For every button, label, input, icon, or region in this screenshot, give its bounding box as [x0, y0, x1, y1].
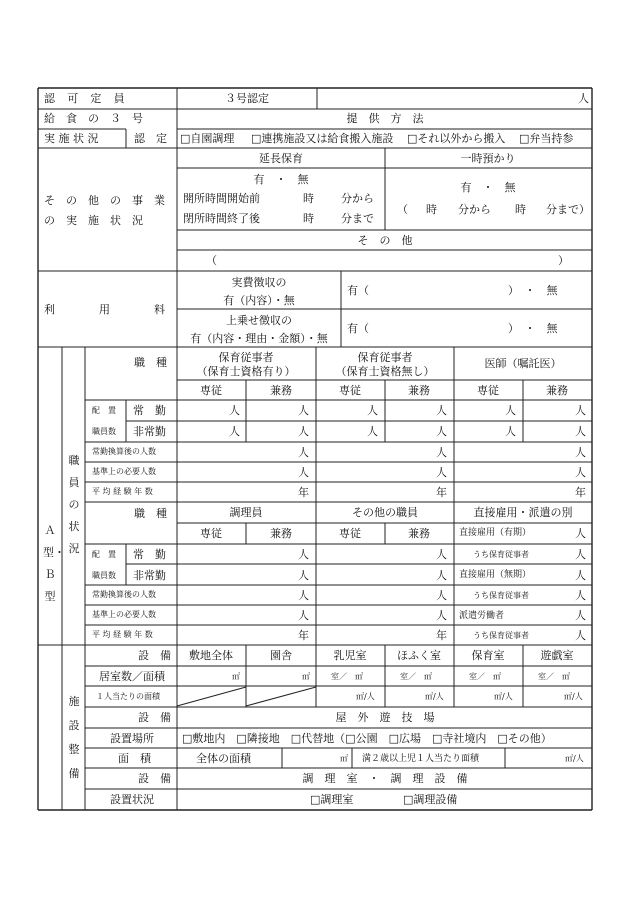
u-g1: 人 [298, 548, 309, 561]
per-nursery: ㎡/人 [494, 692, 513, 701]
capacity-label: 認 可 定 員 [44, 92, 126, 105]
surcharge-line1: 上乗せ徴収の [226, 314, 292, 327]
others-header: そ の 他 [357, 234, 413, 247]
u-i3: 人 [575, 589, 586, 602]
u-a1: 人 [229, 404, 240, 417]
install-label: 設置状況 [110, 793, 154, 806]
per-play: ㎡/人 [564, 692, 583, 701]
over2-sqm-per: ㎡/人 [565, 754, 584, 763]
h1-full: 専従 [200, 384, 222, 397]
room-sqm-play: 室／ ㎡ [538, 672, 570, 681]
required-label-2: 基準上の必要人数 [92, 610, 156, 619]
job-type-label-2: 職 種 [134, 507, 167, 520]
u-a5: 人 [505, 404, 516, 417]
per-infant: ㎡/人 [356, 692, 375, 701]
h4-full: 専従 [200, 527, 222, 540]
u-k3: 人 [575, 629, 586, 642]
col-childcare-licensed-1: 保育従事者 [218, 351, 274, 364]
sqm-building: ㎡ [302, 672, 310, 681]
col-direct-dispatch: 直接雇用・派遣の別 [473, 506, 573, 519]
capacity-category: ３号認定 [225, 92, 269, 105]
col-childcare-licensed-2: （保育士資格有り） [196, 365, 296, 378]
u-b1: 人 [229, 425, 240, 438]
location-options[interactable]: □敷地内 □隣接地 □代替地（□公園 □広場 □寺社境内 □その他） [182, 732, 552, 745]
fulltime-label-1: 常 勤 [133, 404, 166, 417]
col-childcare-unlicensed-2: （保育士資格無し） [335, 365, 435, 378]
fees-row2-close[interactable]: ） ・ 無 [508, 322, 558, 335]
h3-part: 兼務 [546, 384, 568, 397]
required-label-1: 基準上の必要人数 [92, 467, 156, 476]
actual-cost-line2[interactable]: 有（内容）・無 [223, 294, 295, 307]
meal-option-bento[interactable]: □弁当持参 [519, 132, 574, 145]
fees-row1-open: 有（ [347, 284, 369, 297]
h2-part: 兼務 [408, 384, 430, 397]
h1-part: 兼務 [270, 384, 292, 397]
h5-full: 専従 [339, 527, 361, 540]
u-j3: 人 [575, 609, 586, 622]
kitchen-header: 調 理 室 ・ 調 理 設 備 [302, 772, 468, 785]
area-label: 面 積 [118, 752, 151, 765]
kitchen-equipment-checkbox[interactable]: □調理設備 [403, 793, 458, 806]
fte-label-2: 常勤換算後の人数 [92, 590, 156, 599]
per-child-area-label: １人当たりの面積 [96, 692, 160, 701]
job-type-label-1: 職 種 [134, 356, 167, 369]
col-doctor: 医師（嘱託医） [484, 357, 562, 370]
equipment-label-3: 設 備 [138, 772, 171, 785]
dispatched: 派遣労働者 [459, 611, 505, 621]
meal-label-line2: 実 施 状 況 [44, 132, 99, 145]
extended-before-open: 開所時間開始前 [183, 192, 260, 205]
u-d1: 人 [298, 466, 309, 479]
u-h2: 人 [436, 569, 447, 582]
meal-label-line1: 給 食 の ３ 号 [44, 112, 143, 125]
u-k1: 年 [298, 629, 309, 642]
room-sqm-crawl: 室／ ㎡ [400, 672, 432, 681]
u-j2: 人 [436, 609, 447, 622]
u-b4: 人 [436, 425, 447, 438]
u-k2: 年 [436, 629, 447, 642]
room-infant: 乳児室 [333, 649, 367, 662]
fulltime-label-2: 常 勤 [133, 548, 166, 561]
meal-option-partner-facility[interactable]: □連携施設又は給食搬入施設 [251, 132, 394, 145]
kitchen-room-checkbox[interactable]: □調理室 [310, 793, 354, 806]
col-childcare-unlicensed-1: 保育従事者 [357, 351, 413, 364]
u-e3: 年 [575, 486, 586, 499]
facility-label: 施設整備 [68, 695, 80, 780]
extended-after-close: 閉所時間終了後 [183, 212, 260, 225]
assign-label-1: 配 置 [92, 406, 116, 415]
h4-part: 兼務 [270, 527, 292, 540]
location-label: 設置場所 [110, 732, 154, 745]
u-e1: 年 [298, 486, 309, 499]
extended-care-header: 延長保育 [259, 152, 303, 165]
assign-label-3: 配 置 [92, 550, 116, 559]
fees-label: 利 用 料 [44, 303, 165, 316]
temp-care-hour1: 時 [426, 203, 437, 216]
fees-row1-close[interactable]: ） ・ 無 [508, 284, 558, 297]
over2-area-label: 満２歳以上児１人当たり面積 [362, 754, 480, 764]
total-area-sqm: ㎡ [340, 754, 348, 763]
room-building: 園舎 [270, 649, 292, 662]
avg-years-label-1: 平 均 経 験 年 数 [92, 487, 153, 496]
u-j1: 人 [298, 609, 309, 622]
room-nursery: 保育室 [471, 649, 505, 662]
equipment-label-1: 設 備 [138, 649, 171, 662]
temp-care-yesno[interactable]: 有 ・ 無 [460, 181, 516, 194]
temp-care-header: 一時預かり [460, 152, 516, 165]
h2-full: 専従 [339, 384, 361, 397]
direct-open: 直接雇用（無期） [459, 570, 532, 580]
assign-label-2: 職員数 [92, 427, 116, 436]
meal-option-own-kitchen[interactable]: □自園調理 [180, 132, 235, 145]
temp-care-from: 分から [458, 203, 491, 216]
others-paren-open: （ [206, 254, 217, 267]
u-d2: 人 [436, 466, 447, 479]
room-crawl: ほふく室 [397, 649, 441, 662]
extended-after-until: 分まで [341, 212, 374, 225]
direct-fixed: 直接雇用（有期） [459, 528, 532, 538]
assign-label-4: 職員数 [92, 571, 116, 580]
meal-label-line3: 認 定 [134, 132, 167, 145]
staff-status-label: 職員の状況 [68, 454, 80, 555]
per-crawl: ㎡/人 [425, 692, 444, 701]
u-b5: 人 [505, 425, 516, 438]
u-g3: 人 [575, 548, 586, 561]
u-f1: 人 [575, 527, 586, 540]
col-other-staff: その他の職員 [352, 506, 418, 519]
h3-full: 専従 [477, 384, 499, 397]
parttime-label-1: 非常勤 [133, 425, 166, 438]
u-h3: 人 [575, 569, 586, 582]
u-c2: 人 [436, 446, 447, 459]
of-which-3: うち保育従事者 [473, 631, 529, 640]
u-b6: 人 [575, 425, 586, 438]
room-site: 敷地全体 [189, 649, 233, 662]
u-i1: 人 [298, 589, 309, 602]
u-g2: 人 [436, 548, 447, 561]
of-which-1: うち保育従事者 [473, 550, 529, 559]
capacity-unit: 人 [578, 92, 589, 105]
u-c3: 人 [575, 446, 586, 459]
temp-care-until: 分まで） [546, 203, 590, 216]
u-h1: 人 [298, 569, 309, 582]
surcharge-line2[interactable]: 有（内容・理由・金額）・無 [190, 332, 328, 345]
u-c1: 人 [298, 446, 309, 459]
of-which-2: うち保育従事者 [473, 591, 529, 600]
h5-part: 兼務 [408, 527, 430, 540]
other-projects-label-1: そ の 他 の 事 業 [44, 194, 165, 207]
meal-option-other-delivery[interactable]: □それ以外から搬入 [407, 132, 506, 145]
u-a2: 人 [298, 404, 309, 417]
equipment-label-2: 設 備 [138, 711, 171, 724]
room-sqm-nursery: 室／ ㎡ [469, 672, 501, 681]
total-area-label: 全体の面積 [196, 752, 251, 765]
temp-care-hour2: 時 [515, 203, 526, 216]
u-a4: 人 [436, 404, 447, 417]
avg-years-label-2: 平 均 経 験 年 数 [92, 630, 153, 639]
meal-method-header: 提 供 方 法 [346, 112, 424, 125]
u-b3: 人 [367, 425, 378, 438]
parttime-label-2: 非常勤 [133, 569, 166, 582]
temp-care-open-paren: （ [397, 203, 408, 216]
sqm-site: ㎡ [232, 672, 240, 681]
extended-after-hour: 時 [303, 212, 314, 225]
u-a3: 人 [367, 404, 378, 417]
extended-care-yesno[interactable]: 有 ・ 無 [253, 173, 309, 186]
col-cook: 調理員 [229, 506, 263, 519]
u-e2: 年 [436, 486, 447, 499]
type-ab-label: Ａ型・Ｂ型 [43, 524, 65, 603]
fte-label-1: 常勤換算後の人数 [92, 447, 156, 456]
extended-before-from: 分から [341, 192, 374, 205]
u-i2: 人 [436, 589, 447, 602]
actual-cost-line1: 実費徴収の [231, 276, 287, 289]
room-play: 遊戯室 [540, 649, 574, 662]
fees-row2-open: 有（ [347, 322, 369, 335]
outdoor-playground: 屋 外 遊 技 場 [335, 711, 435, 724]
other-projects-label-2: の 実 施 状 況 [44, 214, 143, 227]
extended-before-hour: 時 [303, 192, 314, 205]
u-d3: 人 [575, 466, 586, 479]
room-count-area-label: 居室数／面積 [99, 670, 165, 683]
room-sqm-infant: 室／ ㎡ [331, 672, 363, 681]
others-paren-close: ） [558, 254, 569, 267]
u-b2: 人 [298, 425, 309, 438]
u-a6: 人 [575, 404, 586, 417]
